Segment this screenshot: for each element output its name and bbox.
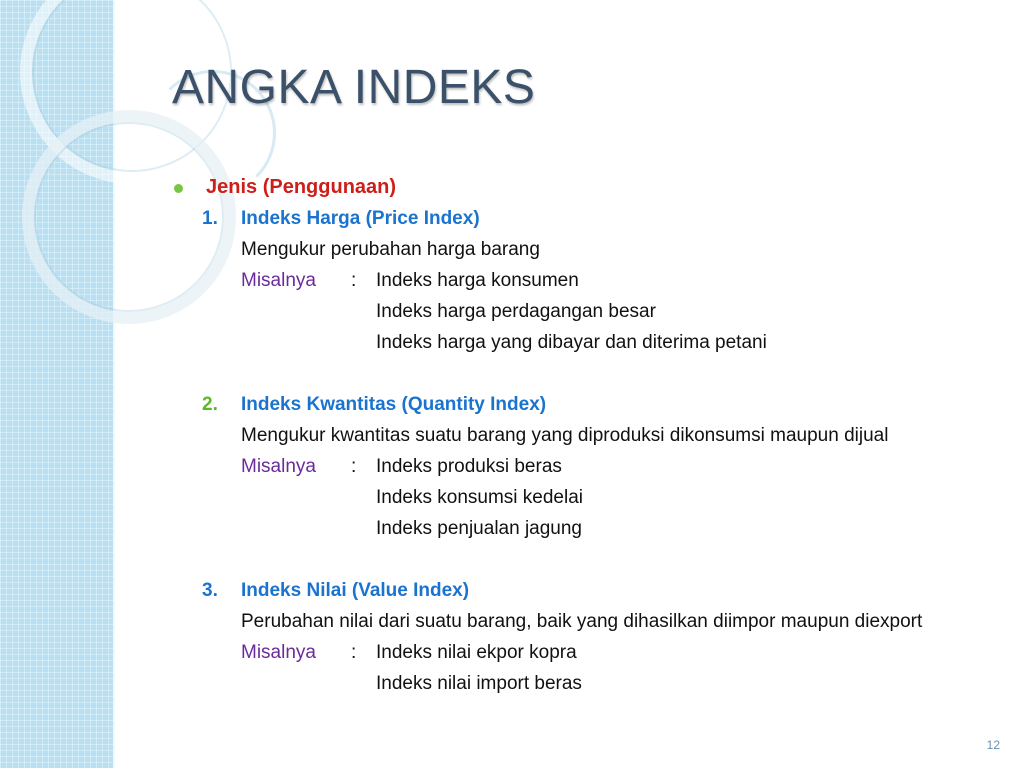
example-colon: : <box>351 642 357 663</box>
example-label: Misalnya <box>241 270 316 291</box>
item-description: Mengukur perubahan harga barang <box>241 239 540 260</box>
bullet-item <box>172 172 992 203</box>
example-text: Indeks produksi beras <box>376 456 562 477</box>
example-text: Indeks konsumsi kedelai <box>376 487 583 508</box>
item-heading: Indeks Kwantitas (Quantity Index) <box>241 394 547 415</box>
example-colon: : <box>351 456 357 477</box>
index-item-value <box>172 575 992 699</box>
example-text: Indeks harga konsumen <box>376 270 579 291</box>
example-text: Indeks penjualan jagung <box>376 518 583 539</box>
page-number: 12 <box>986 738 1000 752</box>
example-text: Indeks harga yang dibayar dan diterima petani <box>376 332 767 353</box>
index-item-quantity <box>172 389 992 544</box>
example-label: Misalnya <box>241 642 316 663</box>
item-heading: Indeks Harga (Price Index) <box>241 208 480 229</box>
example-colon: : <box>351 270 357 291</box>
bullet-heading: Jenis (Penggunaan) <box>206 176 397 198</box>
example-text: Indeks nilai import beras <box>376 673 582 694</box>
bullet-dot-icon <box>174 184 183 193</box>
example-text: Indeks nilai ekpor kopra <box>376 642 577 663</box>
item-number: 2. <box>202 394 218 415</box>
example-label: Misalnya <box>241 456 316 477</box>
item-number: 1. <box>202 208 218 229</box>
slide-content <box>172 172 992 699</box>
slide-title: ANGKA INDEKS <box>172 61 536 114</box>
example-text: Indeks harga perdagangan besar <box>376 301 656 322</box>
item-description: Perubahan nilai dari suatu barang, baik yang dihasilkan diimpor maupun diexport <box>241 611 923 632</box>
item-description: Mengukur kwantitas suatu barang yang diproduksi dikonsumsi maupun dijual <box>241 425 889 446</box>
index-item-price <box>172 203 992 358</box>
item-number: 3. <box>202 580 218 601</box>
item-heading: Indeks Nilai (Value Index) <box>241 580 470 601</box>
